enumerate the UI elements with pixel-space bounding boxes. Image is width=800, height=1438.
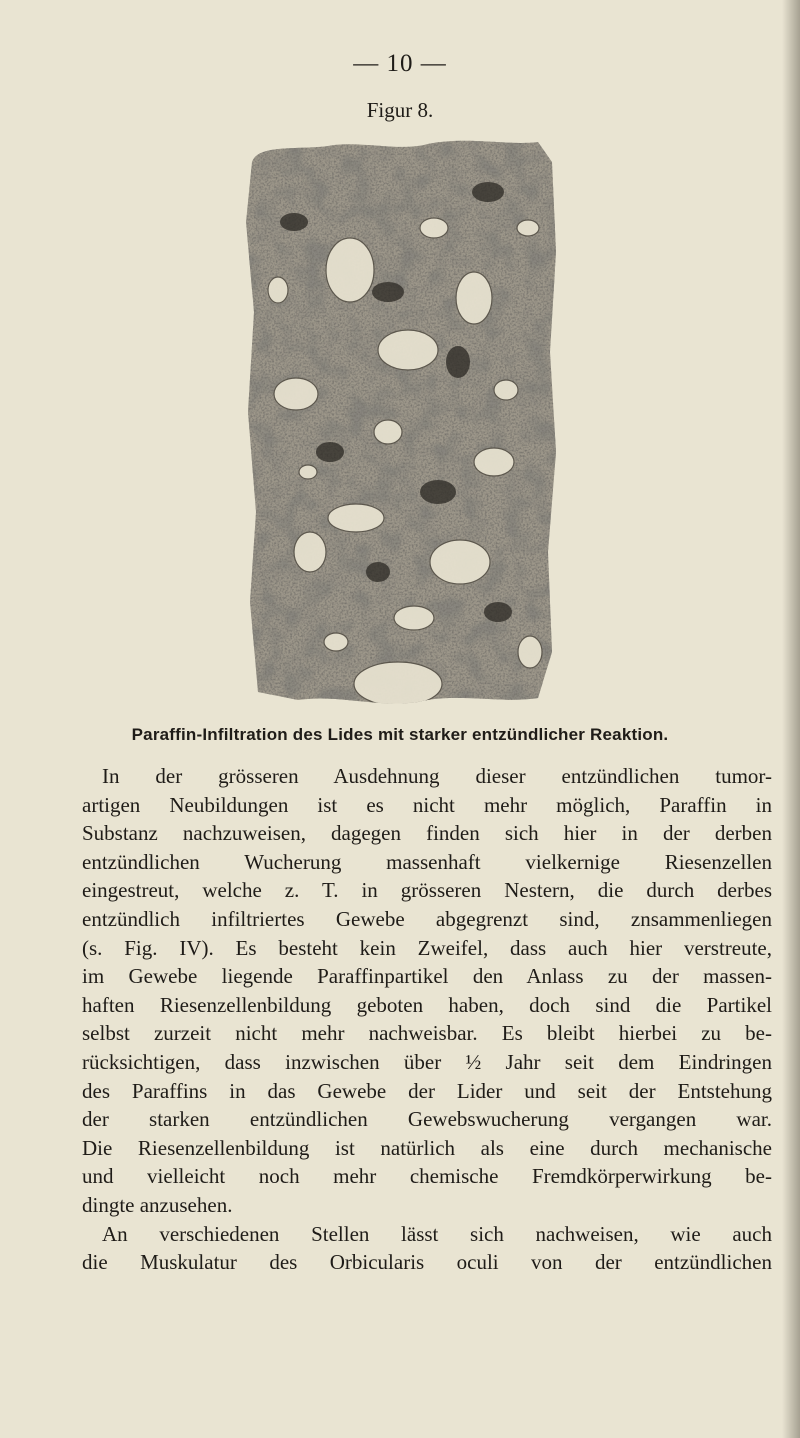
text-line: selbst zurzeit nicht mehr nachweisbar. Es bleibt hierbei zu be-: [82, 1021, 772, 1046]
body-text: [82, 762, 772, 1277]
text-line: entzündlich infiltriertes Gewebe abgegrenzt sind, znsammenliegen: [82, 906, 772, 931]
text-line: entzündlichen Wucherung massenhaft vielkernige Riesenzellen: [82, 849, 772, 874]
text-line: In der grösseren Ausdehnung dieser entzündlichen tumor-: [102, 764, 772, 788]
text-line: artigen Neubildungen ist es nicht mehr möglich, Paraffin in: [82, 792, 772, 817]
histology-micrograph: [238, 132, 560, 708]
text-line: Substanz nachzuweisen, dagegen finden sich hier in der derben: [82, 821, 772, 846]
text-line: An verschiedenen Stellen lässt sich nachweisen, wie auch: [102, 1221, 772, 1246]
text-line: haften Riesenzellenbildung geboten haben, doch sind die Partikel: [82, 992, 772, 1017]
figure-caption: Paraffin-Infiltration des Lides mit starker entzündlicher Reaktion.: [131, 725, 669, 744]
figure-label: Figur 8.: [366, 98, 434, 122]
text-line: dingte anzusehen.: [82, 1192, 233, 1217]
text-line: des Paraffins in das Gewebe der Lider und seit der Entstehung: [82, 1078, 772, 1103]
text-line: der starken entzündlichen Gewebswucherung vergangen war.: [82, 1107, 772, 1132]
text-line: (s. Fig. IV). Es besteht kein Zweifel, dass auch hier verstreute,: [82, 935, 772, 960]
text-line: die Muskulatur des Orbicularis oculi von der entzündlichen: [82, 1250, 772, 1275]
text-line: im Gewebe liegende Paraffinpartikel den Anlass zu der massen-: [82, 964, 772, 989]
text-line: Die Riesenzellenbildung ist natürlich als eine durch mechanische: [82, 1135, 772, 1160]
page-edge-shadow: [782, 0, 800, 1438]
page-number: — 10 —: [353, 50, 447, 77]
text-line: eingestreut, welche z. T. in grösseren Nestern, die durch derbes: [82, 878, 772, 903]
text-line: rücksichtigen, dass inzwischen über ½ Jahr seit dem Eindringen: [82, 1049, 772, 1074]
text-line: und vielleicht noch mehr chemische Fremdkörperwirkung be-: [82, 1164, 772, 1189]
